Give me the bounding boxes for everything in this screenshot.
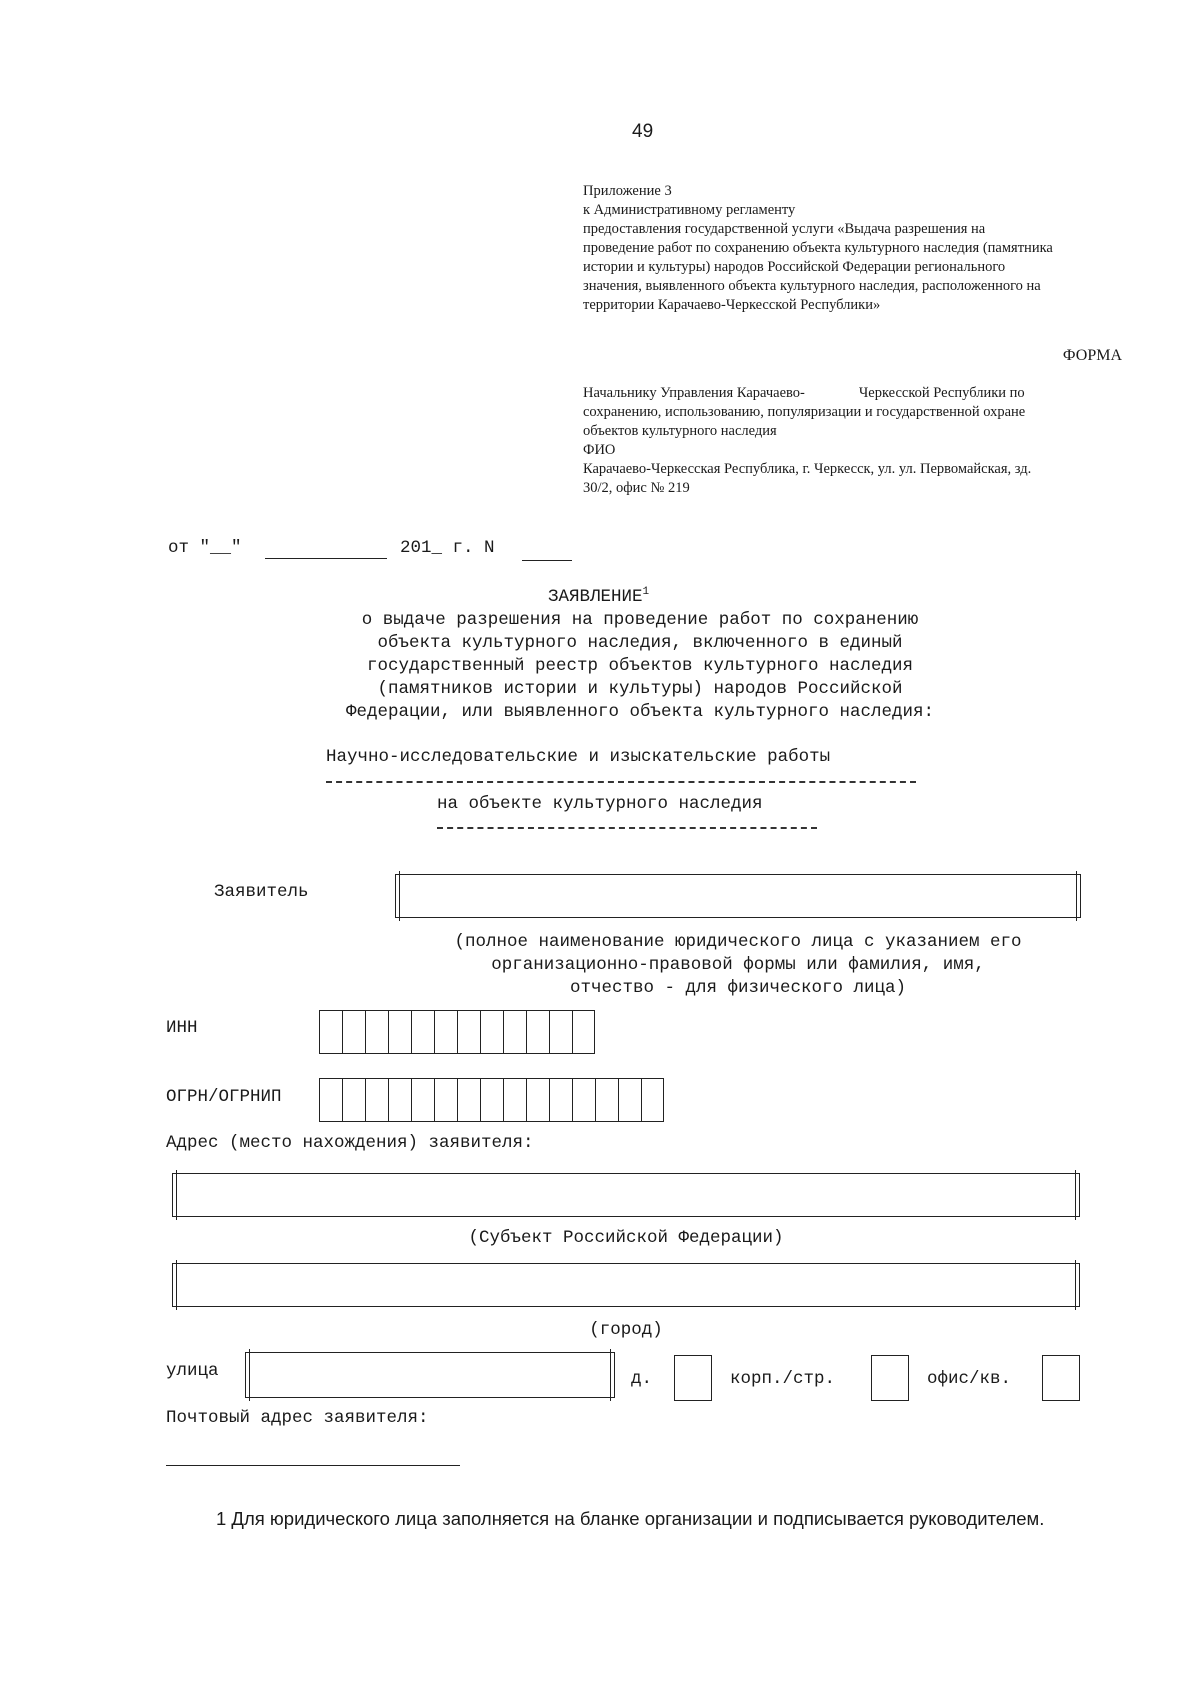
- addressee-line1-b: Черкесской Республики по: [858, 385, 1025, 401]
- applicant-input[interactable]: [395, 874, 1081, 918]
- addressee-line: ФИО: [583, 442, 616, 458]
- applicant-hint-line: отчество - для физического лица): [569, 978, 907, 998]
- work-type-dash1: [326, 781, 916, 783]
- ogrn-cell[interactable]: [618, 1078, 641, 1122]
- inn-cell[interactable]: [411, 1010, 434, 1054]
- building-input[interactable]: [871, 1355, 909, 1401]
- inn-cell[interactable]: [572, 1010, 595, 1054]
- ogrn-cell[interactable]: [365, 1078, 388, 1122]
- addressee-line: 30/2, офис № 219: [583, 480, 690, 496]
- applicant-hint: [395, 931, 1081, 1000]
- addressee-block: [583, 384, 1123, 498]
- postal-blank[interactable]: [166, 1465, 460, 1466]
- work-type-line2: на объекте культурного наследия: [437, 794, 763, 814]
- inn-cell[interactable]: [503, 1010, 526, 1054]
- ogrn-cell[interactable]: [641, 1078, 664, 1122]
- addressee-line: сохранению, использованию, популяризации и государственной охране: [583, 404, 1026, 420]
- statement-line: (памятников истории и культуры) народов Российской: [377, 679, 903, 699]
- statement-title: ЗАЯВЛЕНИЕ$^1$: [548, 586, 650, 607]
- inn-cell[interactable]: [434, 1010, 457, 1054]
- ogrn-cell[interactable]: [595, 1078, 618, 1122]
- office-label: офис/кв.: [927, 1369, 1012, 1389]
- ogrn-cell[interactable]: [319, 1078, 342, 1122]
- addressee-line: [583, 384, 1123, 403]
- applicant-hint-line: (полное наименование юридического лица с указанием его: [454, 932, 1022, 952]
- city-hint: (город): [589, 1320, 663, 1340]
- inn-cell[interactable]: [388, 1010, 411, 1054]
- applicant-label: Заявитель: [214, 882, 309, 902]
- house-label: д.: [631, 1369, 653, 1389]
- inn-cell[interactable]: [526, 1010, 549, 1054]
- subject-hint: (Субъект Российской Федерации): [468, 1228, 784, 1248]
- inn-cell[interactable]: [365, 1010, 388, 1054]
- statement-body: [200, 609, 1080, 724]
- ogrn-cell[interactable]: [434, 1078, 457, 1122]
- inn-cell[interactable]: [549, 1010, 572, 1054]
- ogrn-cell[interactable]: [503, 1078, 526, 1122]
- date-month-blank[interactable]: [265, 558, 387, 559]
- addressee-line: объектов культурного наследия: [583, 423, 777, 439]
- page-number: 49: [632, 121, 654, 142]
- inn-cell[interactable]: [342, 1010, 365, 1054]
- inn-cell[interactable]: [457, 1010, 480, 1054]
- statement-line: о выдаче разрешения на проведение работ по сохранению: [361, 610, 919, 630]
- ogrn-cell[interactable]: [526, 1078, 549, 1122]
- ogrn-label: ОГРН/ОГРНИП: [166, 1087, 282, 1107]
- number-blank[interactable]: [522, 560, 572, 561]
- statement-line: государственный реестр объектов культурного наследия: [366, 656, 914, 676]
- ogrn-cell[interactable]: [411, 1078, 434, 1122]
- building-label: корп./стр.: [730, 1369, 836, 1389]
- statement-line: объекта культурного наследия, включенного в единый: [377, 633, 903, 653]
- date-ot: от "__": [168, 538, 242, 558]
- ogrn-cell[interactable]: [457, 1078, 480, 1122]
- appendix-line: значения, выявленного объекта культурного наследия, расположенного на: [583, 278, 1041, 294]
- inn-label: ИНН: [166, 1018, 198, 1038]
- inn-cell[interactable]: [480, 1010, 503, 1054]
- ogrn-cell[interactable]: [480, 1078, 503, 1122]
- footnote-mark: 1: [642, 586, 650, 598]
- date-year: 201_ г. N: [400, 538, 495, 558]
- subject-input[interactable]: [172, 1173, 1080, 1217]
- ogrn-cell[interactable]: [342, 1078, 365, 1122]
- addressee-line1-a: Начальнику Управления Карачаево-: [583, 385, 805, 401]
- ogrn-cell[interactable]: [388, 1078, 411, 1122]
- appendix-header: [583, 182, 1123, 315]
- applicant-hint-line: организационно-правовой формы или фамилия, имя,: [491, 955, 985, 975]
- appendix-line: Приложение 3: [583, 183, 672, 199]
- work-type-line1: Научно-исследовательские и изыскательские работы: [326, 747, 831, 767]
- postal-label: Почтовый адрес заявителя:: [166, 1408, 429, 1428]
- appendix-line: территории Карачаево-Черкесской Республики»: [583, 297, 881, 313]
- ogrn-cell[interactable]: [572, 1078, 595, 1122]
- inn-cells[interactable]: [319, 1010, 595, 1054]
- appendix-line: проведение работ по сохранению объекта культурного наследия (памятника: [583, 240, 1053, 256]
- addressee-line: Карачаево-Черкесская Республика, г. Черкесск, ул. ул. Первомайская, зд.: [583, 461, 1032, 477]
- street-input[interactable]: [245, 1352, 615, 1398]
- street-label: улица: [166, 1361, 219, 1381]
- inn-cell[interactable]: [319, 1010, 342, 1054]
- work-type-dash2: [437, 827, 817, 829]
- appendix-line: к Административному регламенту: [583, 202, 796, 218]
- ogrn-cells[interactable]: [319, 1078, 664, 1122]
- forma-label: ФОРМА: [1062, 347, 1122, 364]
- appendix-line: истории и культуры) народов Российской Федерации регионального: [583, 259, 1006, 275]
- statement-line: Федерации, или выявленного объекта культурного наследия:: [345, 702, 935, 722]
- appendix-line: предоставления государственной услуги «Выдача разрешения на: [583, 221, 986, 237]
- house-input[interactable]: [674, 1355, 712, 1401]
- ogrn-cell[interactable]: [549, 1078, 572, 1122]
- address-label: Адрес (место нахождения) заявителя:: [166, 1133, 534, 1153]
- city-input[interactable]: [172, 1263, 1080, 1307]
- office-input[interactable]: [1042, 1355, 1080, 1401]
- footnote: 1 Для юридического лица заполняется на бланке организации и подписывается руководителем.: [216, 1508, 1045, 1529]
